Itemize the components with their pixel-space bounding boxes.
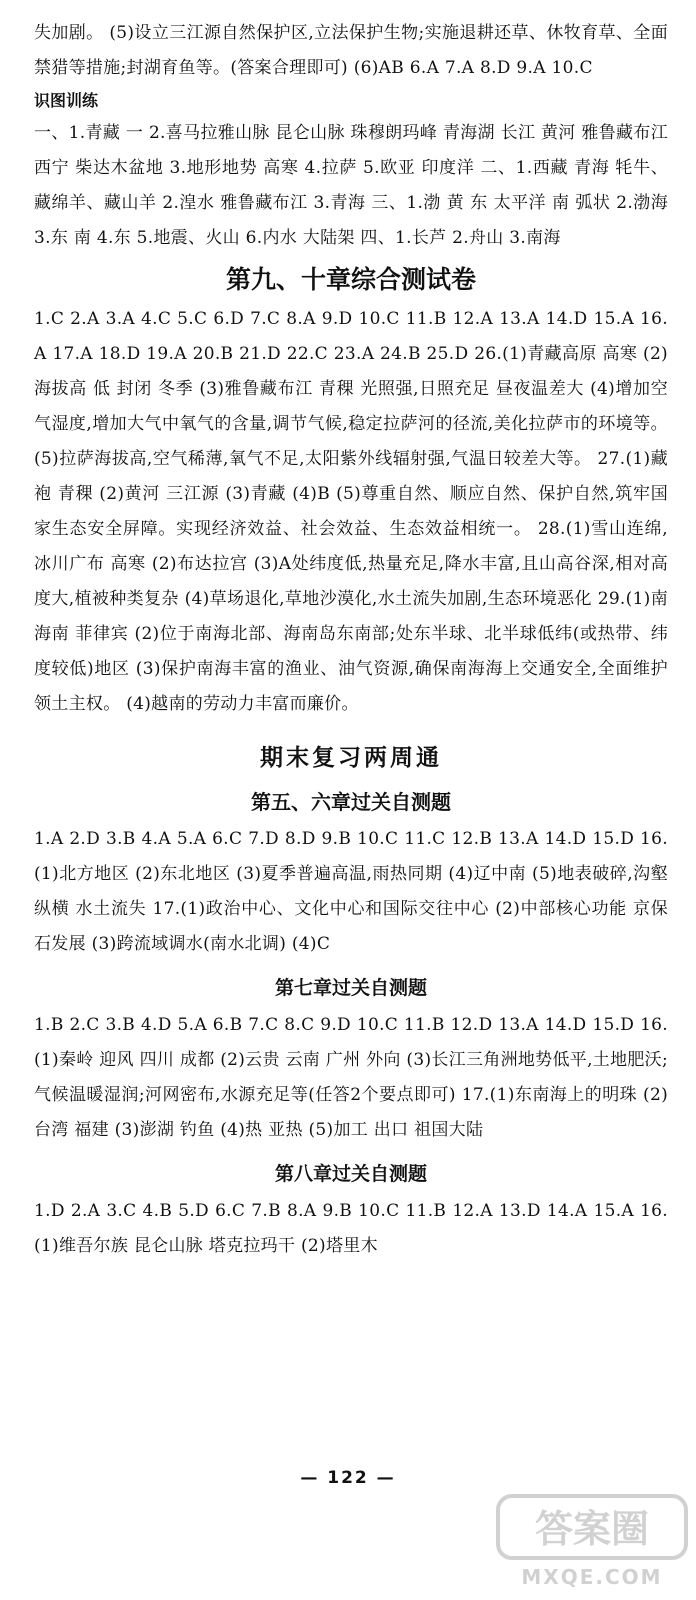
watermark-logo	[494, 1492, 690, 1592]
answer-paragraph-continued: 失加剧。 (5)设立三江源自然保护区,立法保护生物;实施退耕还草、休牧育草、全面禁猎等措施;封湖育鱼等。(答案合理即可) (6)AB 6.A 7.A 8.D 9.A 10.C	[34, 23, 668, 78]
answer-paragraph-ch8: 1.D 2.A 3.C 4.B 5.D 6.C 7.B 8.A 9.B 10.C 11.B 12.A 13.D 14.A 15.A 16.(1)维吾尔族 昆仑山脉 塔克拉玛干 (2)塔里木	[34, 1201, 668, 1256]
section-title-ch8-test: 第八章过关自测题	[274, 1163, 427, 1185]
page-number: — 122 —	[300, 1468, 396, 1488]
section-title-ch5-6-test: 第五、六章过关自测题	[251, 790, 451, 814]
answer-paragraph-map-training: 一、1.青藏 一 2.喜马拉雅山脉 昆仑山脉 珠穆朗玛峰 青海湖 长江 黄河 雅鲁藏布江 西宁 柴达木盆地 3.地形地势 高寒 4.拉萨 5.欧亚 印度洋 二、1.西藏 青海 牦牛、藏绵羊、藏山羊 2.湟水 雅鲁藏布江 3.青海 三、1.渤 黄 东 太平洋 南 弧状 2.渤海 3.东 南 4.东 5.地震、火山 6.内水 大陆架 四、1.长芦 2.舟山 3.南海	[34, 123, 668, 248]
section-title-ch9-10-test: 第九、十章综合测试卷	[225, 265, 476, 294]
watermark-subtext: MXQE.COM	[521, 1565, 663, 1589]
section-subheading-map-training: 识图训练	[34, 91, 99, 110]
answer-paragraph-ch9-10: 1.C 2.A 3.A 4.C 5.C 6.D 7.C 8.A 9.D 10.C 11.B 12.A 13.A 14.D 15.A 16.A 17.A 18.D 19.A 20.B 21.D 22.C 23.A 24.B 25.D 26.(1)青藏高原 高寒 (2)海拔高 低 封闭 冬季 (3)雅鲁藏布江 青稞 光照强,日照充足 昼夜温差大 (4)增加空气湿度,增加大气中氧气的含量,调节气候,稳定拉萨河的径流,美化拉萨市的环境等。 (5)拉萨海拔高,空气稀薄,氧气不足,太阳紫外线辐射强,气温日较差大等。 27.(1)藏袍 青稞 (2)黄河 三江源 (3)青藏 (4)B (5)尊重自然、顺应自然、保护自然,筑牢国家生态安全屏障。实现经济效益、社会效益、生态效益相统一。 28.(1)雪山连绵,冰川广布 高寒 (2)布达拉宫 (3)A处纬度低,热量充足,降水丰富,且山高谷深,相对高度大,植被种类复杂 (4)草场退化,草地沙漠化,水土流失加剧,生态环境恶化 29.(1)南 海南 菲律宾 (2)位于南海北部、海南岛东南部;处东半球、北半球低纬(或热带、纬度较低)地区 (3)保护南海丰富的渔业、油气资源,确保南海海上交通安全,全面维护领土主权。 (4)越南的劳动力丰富而廉价。	[34, 309, 668, 714]
section-title-ch7-test: 第七章过关自测题	[274, 977, 427, 999]
answer-paragraph-ch7: 1.B 2.C 3.B 4.D 5.A 6.B 7.C 8.C 9.D 10.C 11.B 12.D 13.A 14.D 15.D 16.(1)秦岭 迎风 四川 成都 (2)云贵 云南 广州 外向 (3)长江三角洲地势低平,土地肥沃;气候温暖湿润;河网密布,水源充足等(任答2个要点即可) 17.(1)东南海上的明珠 (2)台湾 福建 (3)澎湖 钓鱼 (4)热 亚热 (5)加工 出口 祖国大陆	[34, 1015, 669, 1140]
watermark-text: 答案圈	[534, 1507, 650, 1551]
answer-paragraph-ch5-6: 1.A 2.D 3.B 4.A 5.A 6.C 7.D 8.D 9.B 10.C 11.C 12.B 13.A 14.D 15.D 16.(1)北方地区 (2)东北地区 (3)夏季普遍高温,雨热同期 (4)辽中南 (5)地表破碎,沟壑纵横 水土流失 17.(1)政治中心、文化中心和国际交往中心 (2)中部核心功能 京保石发展 (3)跨流域调水(南水北调) (4)C	[34, 829, 668, 954]
section-title-final-review: 期末复习两周通	[260, 745, 442, 771]
